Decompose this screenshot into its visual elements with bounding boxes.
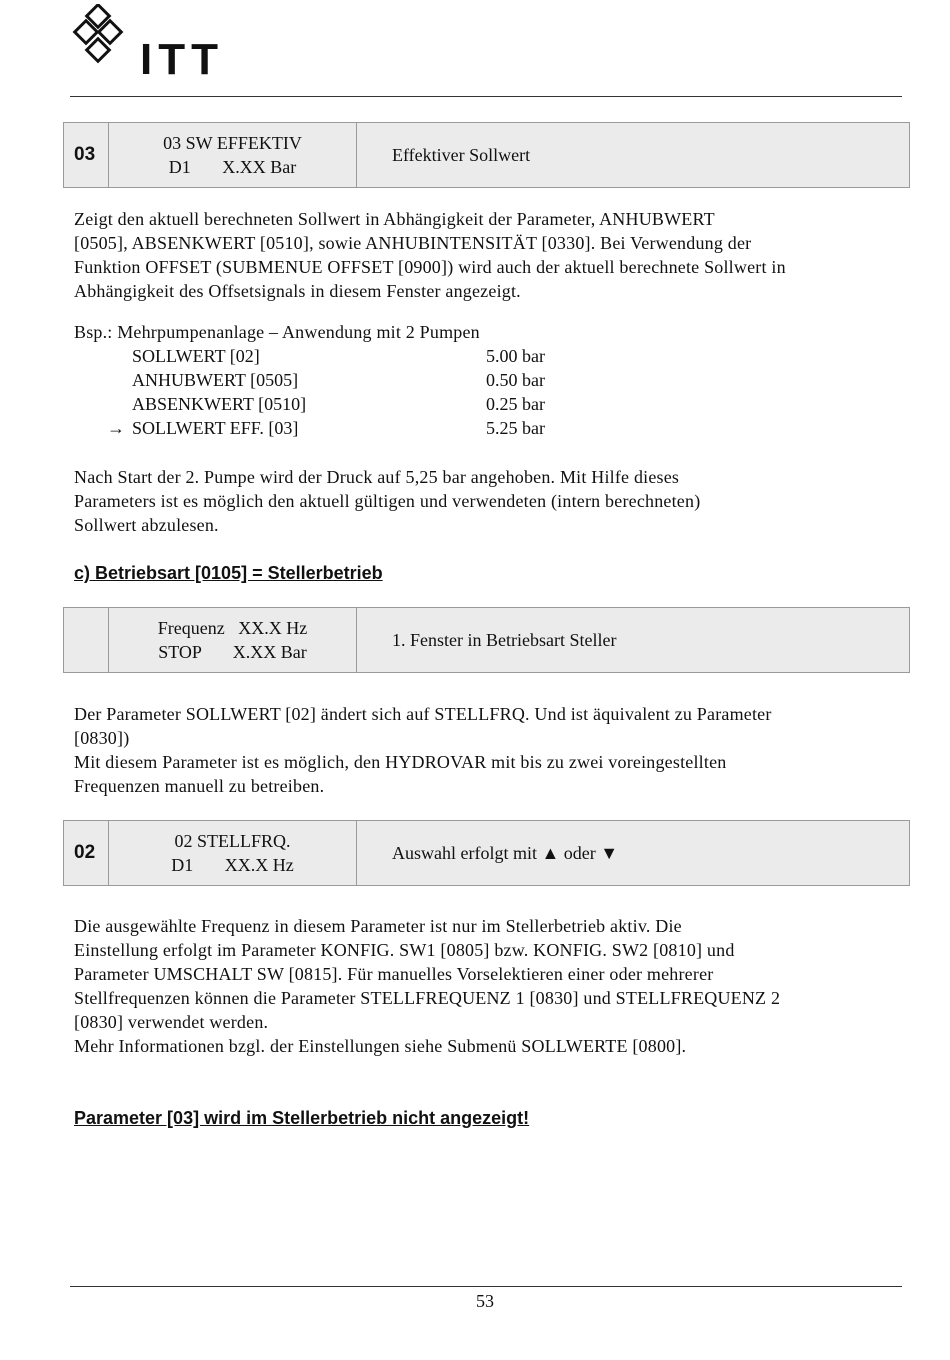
text-line: Nach Start der 2. Pumpe wird der Druck auf 5,25 bar angehoben. Mit Hilfe dieses [74,467,680,487]
text-line: Die ausgewählte Frequenz in diesem Parameter ist nur im Stellerbetrieb aktiv. Die [74,916,682,936]
page-number: 53 [476,1291,494,1311]
paragraph-sollwert-explanation [74,207,904,303]
text-line: Zeigt den aktuell berechneten Sollwert in Abhängigkeit der Parameter, ANHUBWERT [74,209,715,229]
text-line: Parameter UMSCHALT SW [0815]. Für manuelles Vorselektieren einer oder mehrerer [74,964,714,984]
note-heading: Parameter [03] wird im Stellerbetrieb nicht angezeigt! [74,1108,530,1128]
example-row [74,344,634,368]
paragraph-frequency-config [74,914,904,1058]
text-line: Der Parameter SOLLWERT [02] ändert sich auf STELLFRQ. Und ist äquivalent zu Parameter [74,704,772,724]
text-line: Frequenzen manuell zu betreiben. [74,776,325,796]
example-value: 5.00 bar [486,346,545,366]
text-line: Parameters ist es möglich den aktuell gültigen und verwendeten (intern berechneten) [74,491,701,511]
parameter-box-sw-effektiv [63,122,910,188]
example-label: ABSENKWERT [0510] [132,394,307,414]
text-line: [0830]) [74,728,130,748]
parameter-box-steller-window [63,607,910,673]
header-rule [70,96,902,97]
example-value: 0.50 bar [486,370,545,390]
paragraph-stellfrq [74,702,904,798]
example-title: Bsp.: Mehrpumpenanlage – Anwendung mit 2 Pumpen [74,322,480,342]
display-line-2: D1 XX.X Hz [171,855,294,875]
example-row [74,392,634,416]
text-line: Abhängigkeit des Offsetsignals in diesem Fenster angezeigt. [74,281,521,301]
itt-logo-icon [72,4,130,68]
parameter-number [64,608,109,672]
parameter-description: 1. Fenster in Betriebsart Steller [392,629,617,650]
example-row [74,368,634,392]
display-line-2: D1 X.XX Bar [168,157,297,177]
example-value: 5.25 bar [486,418,545,438]
section-heading: c) Betriebsart [0105] = Stellerbetrieb [74,563,383,583]
text-line: Funktion OFFSET (SUBMENUE OFFSET [0900]) wird auch der aktuell berechnete Sollwert in [74,257,786,277]
display-window [109,821,357,885]
text-line: [0830] verwendet werden. [74,1012,269,1032]
text-line: Mehr Informationen bzgl. der Einstellungen siehe Submenü SOLLWERTE [0800]. [74,1036,687,1056]
parameter-number: 03 [64,123,109,187]
parameter-description: Auswahl erfolgt mit ▲ oder ▼ [392,842,619,863]
display-window [109,608,357,672]
text-line: Sollwert abzulesen. [74,515,219,535]
example-row-result [74,416,634,440]
footer-rule [70,1286,902,1287]
parameter-box-stellfrq [63,820,910,886]
parameter-description: Effektiver Sollwert [392,144,531,165]
text-line: [0505], ABSENKWERT [0510], sowie ANHUBINTENSITÄT [0330]. Bei Verwendung der [74,233,752,253]
example-label: ANHUBWERT [0505] [132,370,299,390]
brand-logo-text: ITT [140,35,224,84]
text-line: Mit diesem Parameter ist es möglich, den HYDROVAR mit bis zu zwei voreingestellten [74,752,727,772]
example-value: 0.25 bar [486,394,545,414]
text-line: Einstellung erfolgt im Parameter KONFIG. SW1 [0805] bzw. KONFIG. SW2 [0810] und [74,940,735,960]
display-window [109,123,357,187]
paragraph-start-pump [74,465,904,537]
example-label: SOLLWERT EFF. [03] [132,418,299,438]
display-line-1: 03 SW EFFEKTIV [163,133,302,153]
display-line-1: 02 STELLFRQ. [174,831,291,851]
display-line-1: Frequenz XX.X Hz [157,618,308,638]
right-arrow-icon: → [107,418,125,438]
display-line-2: STOP X.XX Bar [158,642,307,662]
parameter-number: 02 [64,821,109,885]
example-label: SOLLWERT [02] [132,346,260,366]
text-line: Stellfrequenzen können die Parameter STELLFREQUENZ 1 [0830] und STELLFREQUENZ 2 [74,988,781,1008]
